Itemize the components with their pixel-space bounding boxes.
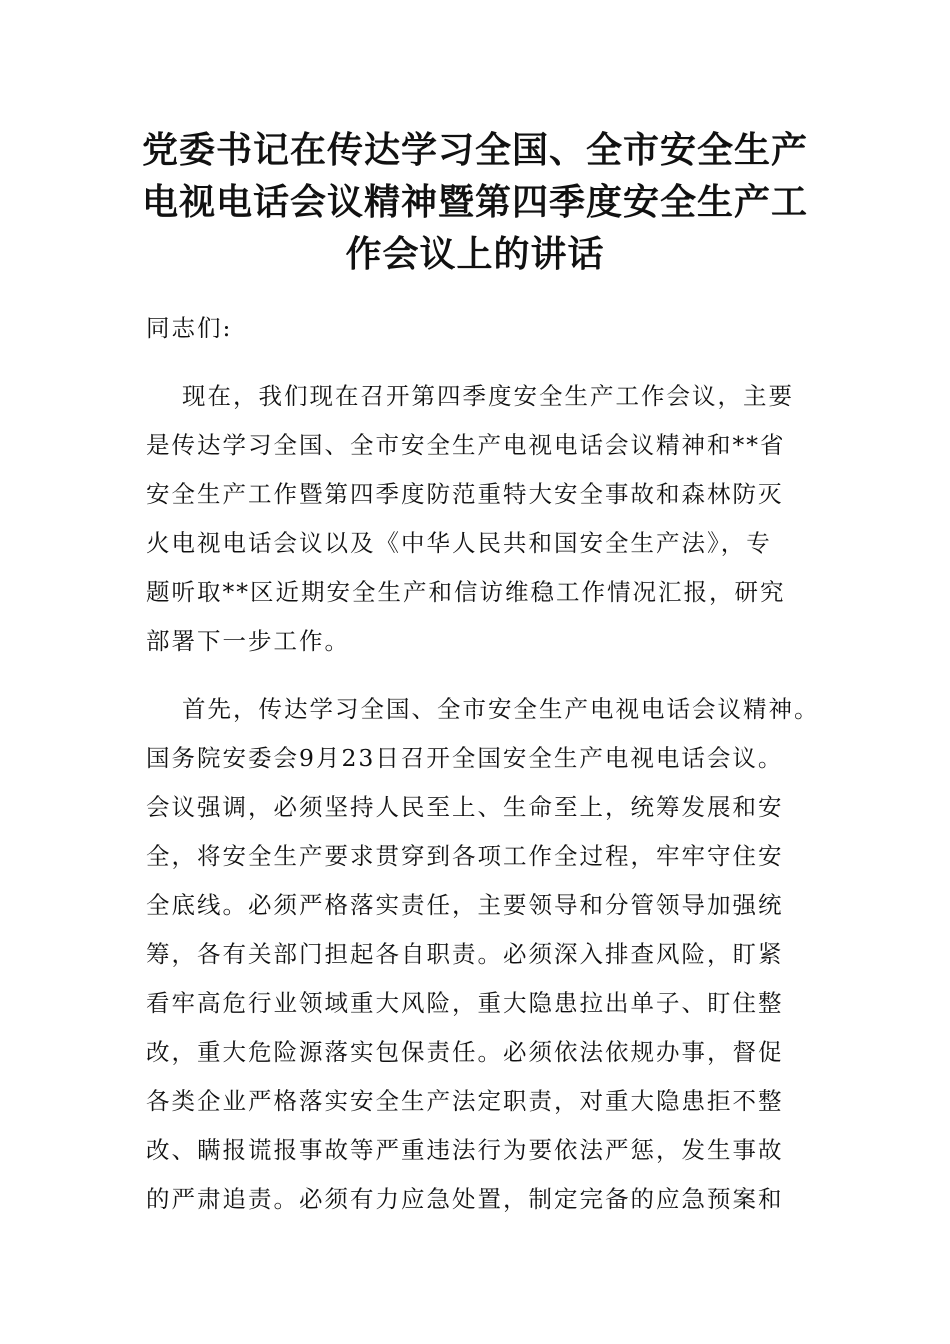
paragraph-1: [146, 372, 810, 666]
paragraph-line: 看牢高危行业领域重大风险，重大隐患拉出单子、盯住整: [146, 989, 784, 1017]
paragraph-line: 安全生产工作暨第四季度防范重特大安全事故和森林防灭: [146, 480, 784, 508]
paragraph-line: 全底线。必须严格落实责任，主要领导和分管领导加强统: [146, 891, 784, 919]
paragraph-line: 部署下一步工作。: [146, 627, 350, 655]
paragraph-line: 会议强调，必须坚持人民至上、生命至上，统筹发展和安: [146, 793, 784, 821]
title-line: 党委书记在传达学习全国、全市安全生产: [141, 129, 808, 171]
paragraph-line: 国务院安委会9月23日召开全国安全生产电视电话会议。: [146, 744, 784, 772]
paragraph-line: 全，将安全生产要求贯穿到各项工作全过程，牢牢守住安: [146, 842, 784, 870]
salutation: [146, 304, 810, 353]
paragraph-line: 火电视电话会议以及《中华人民共和国安全生产法》，专: [146, 529, 772, 557]
paragraph-line: 的严肃追责。必须有力应急处置，制定完备的应急预案和: [146, 1185, 784, 1213]
title-line: 电视电话会议精神暨第四季度安全生产工: [141, 181, 808, 223]
salutation-text: 同志们:: [146, 314, 233, 342]
paragraph-line: 改，重大危险源落实包保责任。必须依法依规办事，督促: [146, 1038, 784, 1066]
paragraph-line: 首先，传达学习全国、全市安全生产电视电话会议精神。: [182, 695, 820, 723]
title-line: 作会议上的讲话: [345, 233, 605, 275]
paragraph-line: 现在，我们现在召开第四季度安全生产工作会议，主要: [182, 382, 794, 410]
paragraph-2: [146, 685, 820, 1224]
paragraph-line: 各类企业严格落实安全生产法定职责，对重大隐患拒不整: [146, 1087, 784, 1115]
paragraph-line: 是传达学习全国、全市安全生产电视电话会议精神和**省: [146, 431, 786, 459]
paragraph-line: 筹，各有关部门担起各自职责。必须深入排查风险，盯紧: [146, 940, 784, 968]
paragraph-line: 题听取**区近期安全生产和信访维稳工作情况汇报，研究: [146, 578, 786, 606]
document-title: [100, 124, 850, 280]
paragraph-line: 改、瞒报谎报事故等严重违法行为要依法严惩，发生事故: [146, 1136, 784, 1164]
document-body: [146, 304, 820, 1243]
